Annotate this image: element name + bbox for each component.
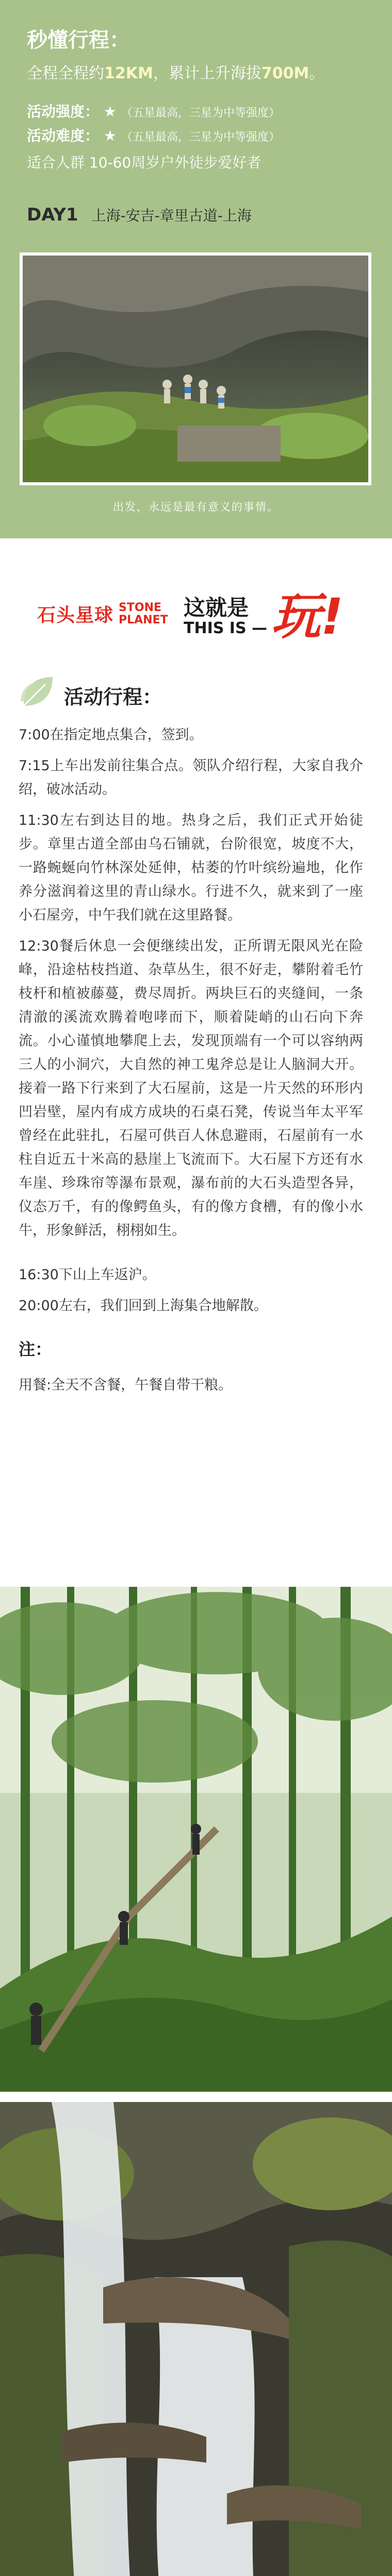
- summary-title: 秒懂行程：: [27, 28, 130, 52]
- elevation-value: 700M: [261, 64, 309, 82]
- slogan-en: THIS IS —: [184, 619, 267, 637]
- logo-en-1: STONE: [119, 601, 162, 614]
- intensity-note: （五星最高，三星为中等强度）: [121, 107, 280, 120]
- distance-suffix: 。: [309, 64, 325, 82]
- itinerary-paragraph: 12:30餐后休息一会便继续出发，正所谓无限风光在险峰，沿途枯枝挡道、杂草丛生，很不好走，攀附着毛竹枝杆和植被藤蔓，费尽周折。两块巨石的夹缝间，一条清澈的溪流欢腾着咆哮而下，顺着陡峭的山石向下奔流。小心谨慎地攀爬上去，发现顶端有一个可以容纳两三人的小洞穴，大自然的神工鬼斧总是让人脑洞大开。接着一路下行来到了大石屋前，这是一片天然的环形内凹岩壁，屋内有成方成块的石桌石凳，传说当年太平军曾经在此驻扎，石屋可供百人休息避雨，石屋前有一水柱自近五十米高的悬崖上飞流而下。大石屋下方还有水车崖、珍珠帘等瀑布景观，瀑布前的大石头造型各异，仪态万千，有的像鳄鱼头，有的像方食槽，有的像小水牛，形象鲜活，栩栩如生。: [19, 938, 363, 1239]
- intensity-label: 活动强度：: [27, 103, 100, 120]
- cave-group-photo: [20, 252, 371, 485]
- itinerary-header: [19, 670, 363, 716]
- day-label: DAY1: [27, 205, 78, 225]
- photo-caption: 出发，永远是最有意义的事情。: [113, 501, 279, 513]
- slogan-cn: 这就是: [184, 595, 249, 620]
- intensity-rating: [27, 100, 365, 125]
- brand-banner: [0, 582, 392, 654]
- star-icon: ★: [103, 103, 117, 120]
- brand-slogan: [184, 588, 344, 645]
- itinerary-paragraph: 16:30下山上车返沪。: [19, 1267, 156, 1283]
- note-body: 用餐:全天不含餐，午餐自带干粮。: [19, 1377, 233, 1393]
- logo-glyph: 石头星球: [37, 605, 114, 626]
- difficulty-label: 活动难度：: [27, 127, 100, 144]
- logo-text: [119, 602, 168, 626]
- leaf-icon: [19, 672, 58, 711]
- waterfall-photo: [0, 2102, 392, 2576]
- age-range: 适合人群 10-60周岁户外徒步爱好者: [27, 154, 262, 171]
- note-heading: 注：: [19, 1340, 52, 1359]
- logo-en-2: PLANET: [119, 613, 168, 626]
- distance-mid: ，累计上升海拔: [153, 64, 262, 82]
- brand-logo: [37, 601, 168, 627]
- itinerary-paragraph: 7:00在指定地点集合，签到。: [19, 727, 203, 743]
- itinerary-paragraph: 11:30左右到达目的地。热身之后，我们正式开始徒步。章里古道全部由乌石铺就，台阶很宽，坡度不大，一路蜿蜒向竹林深处延伸，枯萎的竹叶缤纷遍地，化作养分滋润着这里的青山绿水。行进不久，就来到了一座小石屋旁，中午我们就在这里路餐。: [19, 812, 363, 923]
- distance-value: 12KM: [104, 64, 153, 82]
- star-icon: ★: [103, 127, 117, 144]
- distance-prefix: 全程全程约: [27, 64, 104, 82]
- waterfall-photo-illustration: [0, 2102, 392, 2576]
- itinerary-section: [19, 670, 363, 1397]
- cave-photo-illustration: [23, 256, 368, 482]
- day-header: [27, 205, 365, 225]
- day-route: 上海-安吉-章里古道-上海: [91, 207, 252, 224]
- difficulty-note: （五星最高，三星为中等强度）: [121, 131, 280, 144]
- distance-line: [27, 62, 365, 85]
- slogan-text: [184, 596, 267, 637]
- itinerary-paragraph: 7:15上车出发前往集合点。领队介绍行程，大家自我介绍，破冰活动。: [19, 758, 363, 798]
- bamboo-photo-illustration: [0, 1587, 392, 2092]
- bamboo-forest-photo: [0, 1587, 392, 2092]
- itinerary-paragraph: 20:00左右，我们回到上海集合地解散。: [19, 1298, 268, 1314]
- difficulty-rating: [27, 125, 365, 149]
- itinerary-title: 活动行程：: [64, 686, 162, 708]
- trip-summary: [0, 0, 392, 538]
- slogan-play: 玩!: [271, 588, 344, 646]
